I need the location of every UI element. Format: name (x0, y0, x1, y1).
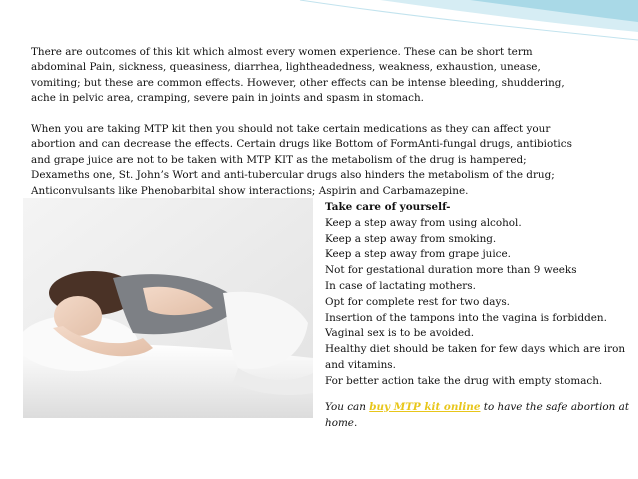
care-item: Vaginal sex is to be avoided. (325, 327, 475, 340)
text-line: ache in pelvic area, cramping, severe pain in joints and spasm in stomach. (31, 92, 424, 105)
text-line: and grape juice are not to be taken with MTP KIT as the metabolism of the drug is hampered; (31, 153, 527, 166)
text-line: When you are taking MTP kit then you should not take certain medications as they can affect your (31, 123, 551, 135)
care-item: Insertion of the tampons into the vagina is forbidden. (325, 311, 607, 324)
text-line: There are outcomes of this kit which almost every women experience. These can be short term (31, 46, 533, 58)
cta-suffix: to have the safe abortion at (480, 400, 630, 413)
call-to-action (325, 399, 630, 431)
side-effects-paragraph (31, 45, 591, 107)
cta-prefix: You can (325, 400, 370, 413)
care-item: Keep a step away from smoking. (325, 232, 497, 245)
care-item: Not for gestational duration more than 9 weeks (325, 264, 577, 277)
text-line: abortion and can decrease the effects. Certain drugs like Bottom of FormAnti-fungal drugs, antibiotics (31, 138, 572, 151)
care-heading: Take care of yourself- (325, 201, 451, 213)
text-line: vomiting; but these are common effects. However, other effects can be intense bleeding, shuddering, (31, 76, 565, 89)
care-item: and vitamins. (325, 358, 396, 371)
care-item: Opt for complete rest for two days. (325, 295, 510, 308)
care-item: For better action take the drug with empty stomach. (325, 374, 603, 387)
text-line: Dexameths one, St. John’s Wort and anti-tubercular drugs also hinders the metabolism of the drug; (31, 169, 555, 182)
woman-resting-photo (23, 198, 313, 418)
care-item: In case of lactating mothers. (325, 279, 476, 292)
drug-interactions-paragraph (31, 122, 591, 199)
care-instructions (325, 200, 630, 431)
care-item: Healthy diet should be taken for few days which are iron (325, 343, 626, 356)
care-item: Keep a step away from using alcohol. (325, 216, 522, 229)
buy-mtp-kit-link[interactable]: buy MTP kit online (369, 400, 481, 413)
text-line: Anticonvulsants like Phenobarbital show interactions; Aspirin and Carbamazepine. (31, 184, 469, 197)
text-line: abdominal Pain, sickness, queasiness, diarrhea, lightheadedness, weakness, exhaustion, unease, (31, 61, 541, 74)
care-item: Keep a step away from grape juice. (325, 248, 511, 261)
cta-line2: home. (325, 416, 358, 429)
